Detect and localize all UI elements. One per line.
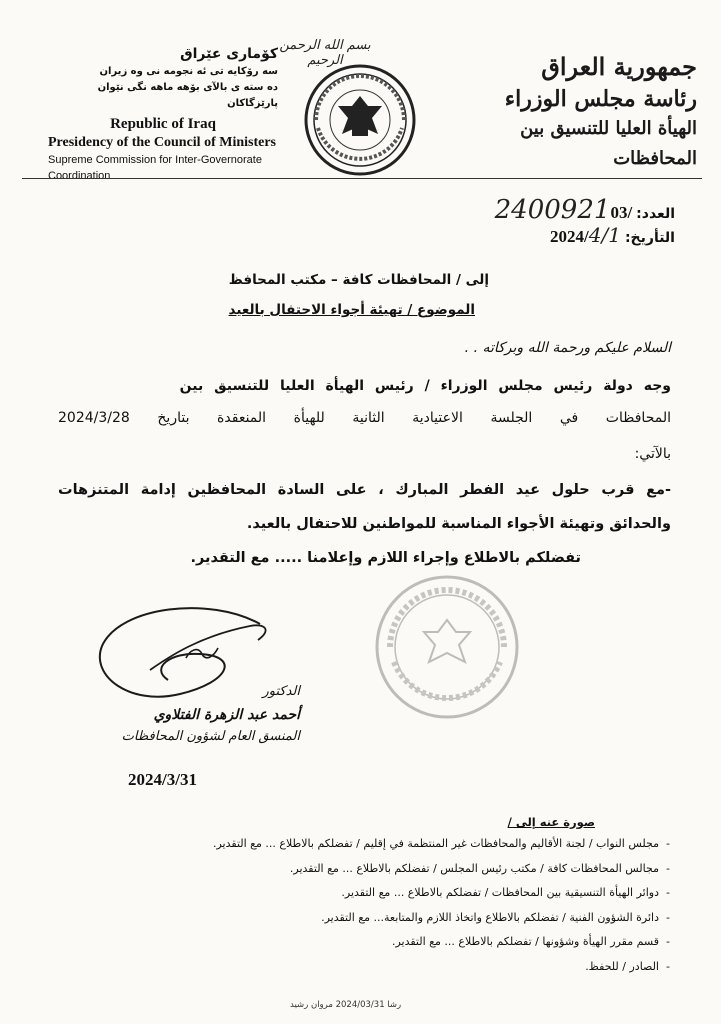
greeting: السلام عليكم ورحمة الله وبركاته . . — [464, 340, 671, 356]
header-divider — [22, 178, 702, 179]
recipient-line: إلى / المحافظات كافة – مكتب المحافظ — [228, 272, 489, 288]
body-paragraph-1-line-3: بالآتي: — [634, 446, 671, 462]
header-commission-ku: ده سته ی بالآی بۆهه ماهه نگی نێوان پارێزگاکان — [97, 82, 278, 109]
commission-stamp — [372, 572, 522, 722]
header-presidency-ar: رئاسة مجلس الوزراء — [504, 86, 697, 112]
body-paragraph-2-line-2: والحدائق وتهيئة الأجواء المناسبة للمواطنين للاحتفال بالعيد. — [246, 516, 671, 532]
reference-date-handwritten: 4/1 — [588, 223, 621, 247]
signature-block — [100, 680, 300, 748]
cc-title: صورة عنه إلى / — [507, 815, 595, 829]
cc-item: -دائرة الشؤون الفنية / تفضلكم بالاطلاع واتخاذ اللازم والمتابعة... مع التقدير. — [321, 910, 670, 924]
header-republic-en: Republic of Iraq — [110, 116, 216, 132]
reference-number-row — [375, 195, 675, 223]
reference-date-label: التأريخ: — [624, 230, 675, 246]
signatory-title: الدكتور — [262, 684, 300, 699]
cc-item: -دوائر الهيأة التنسيقية بين المحافظات / تفضلكم بالاطلاع ... مع التقدير. — [341, 886, 670, 899]
footer-initials: رشا 2024/03/31 مروان رشيد — [290, 1000, 402, 1010]
signatory-role: المنسق العام لشؤون المحافظات — [121, 729, 300, 744]
header-arabic — [447, 50, 697, 174]
cc-item: -مجلس النواب / لجنة الأقاليم والمحافظات غير المنتظمة في إقليم / تفضلكم بالاطلاع ... مع التقدير. — [212, 837, 670, 850]
header-commission-en: Supreme Commission for Inter-Governorate Coordination — [48, 154, 262, 182]
reference-number — [495, 195, 633, 225]
reference-date-row — [375, 223, 675, 251]
reference-block — [375, 195, 675, 251]
header-presidency-en: Presidency of the Council of Ministers — [48, 135, 276, 150]
subject-line: الموضوع / تهيئة أجواء الاحتفال بالعيد — [228, 302, 475, 318]
body-paragraph-1-line-1: وجه دولة رئيس مجلس الوزراء / رئيس الهيأة العليا للتنسيق بين — [179, 378, 671, 394]
closing-line: تفضلكم بالاطلاع وإجراء اللازم وإعلامنا ..... مع التقدير. — [190, 550, 581, 566]
cc-item: -الصادر / للحفظ. — [585, 959, 670, 973]
header-kurdish-english — [48, 44, 278, 184]
header-commission-ar: الهيأة العليا للتنسيق بين المحافظات — [520, 118, 697, 169]
cc-list — [77, 832, 677, 979]
body-paragraph-2-line-1: -مع قرب حلول عيد الفطر المبارك ، على السادة المحافظين إدامة المتنزهات — [58, 482, 671, 498]
reference-date-value: 2024/ — [550, 227, 589, 246]
cc-item: -مجالس المحافظات كافة / مكتب رئيس المجلس / تفضلكم بالاطلاع ... مع التقدير. — [289, 861, 670, 875]
reference-date — [550, 223, 621, 247]
cc-item: -قسم مقرر الهيأة وشؤونها / تفضلكم بالاطلاع ... مع التقدير. — [391, 935, 670, 948]
reference-number-value: 03/ — [610, 203, 633, 222]
reference-number-handwritten: 2400921 — [494, 195, 611, 225]
signature-date: 2024/3/31 — [128, 770, 197, 789]
iraq-emblem-seal — [302, 62, 418, 178]
signatory-name: أحمد عبد الزهرة الفتلاوي — [153, 707, 300, 723]
header-republic-ku: كۆماری عێراق — [180, 46, 278, 62]
reference-number-label: العدد: — [636, 206, 675, 222]
body-paragraph-1-line-2: المحافظات في الجلسة الاعتيادية الثانية للهيأة المنعقدة بتاريخ 2024/3/28 — [58, 410, 671, 426]
header-republic-ar: جمهورية العراق — [541, 52, 697, 81]
basmala: بسم الله الرحمن الرحيم — [279, 38, 371, 68]
header-presidency-ku: سه رۆکایه تی ئه نجومه نی وه زیران — [99, 66, 278, 77]
